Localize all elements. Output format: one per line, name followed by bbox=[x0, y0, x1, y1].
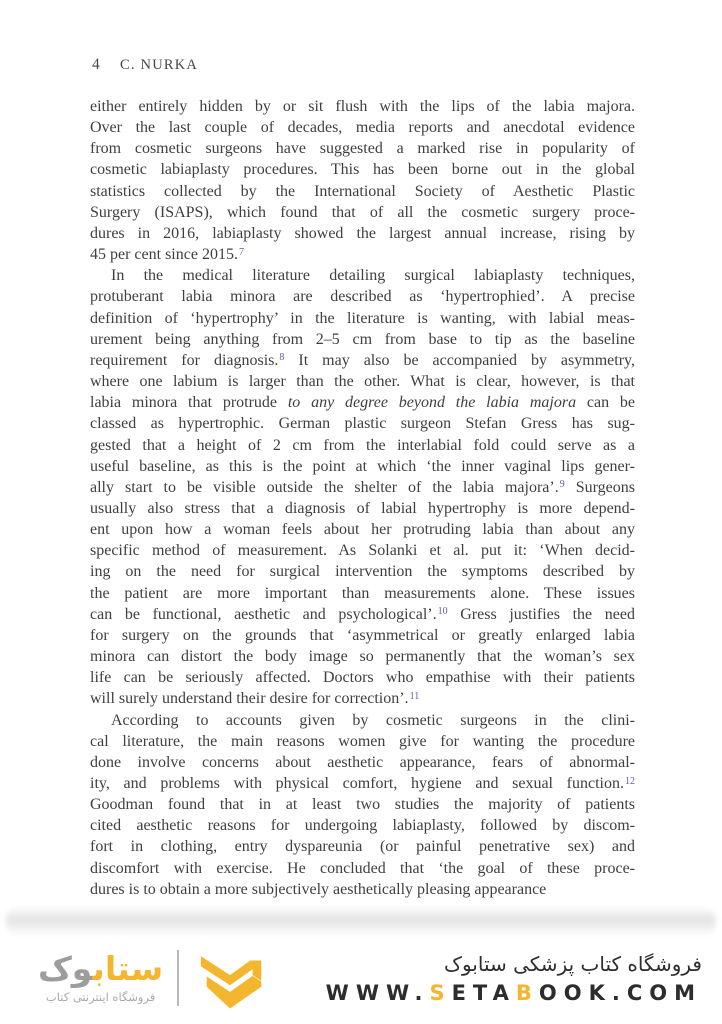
text-line: will surely understand their desire for correction’.$^{11}$ bbox=[90, 690, 420, 708]
text-line: labia minora that protrude to any degree beyond the labia majora can be bbox=[90, 394, 636, 412]
footnote-ref[interactable]: 8 bbox=[279, 352, 285, 364]
text-line: 45 per cent since 2015.$^7$ bbox=[90, 246, 244, 264]
url-segment: OOK.COM bbox=[538, 980, 702, 1005]
logo-divider-bar bbox=[177, 950, 179, 1006]
text-line: done involve concerns about aesthetic appearance, fears of abnormal- bbox=[90, 753, 635, 771]
text-line: According to accounts given by cosmetic surgeons in the clini- bbox=[111, 711, 635, 729]
page-number: 4 bbox=[92, 56, 100, 73]
text-line: Over the last couple of decades, media reports and anecdotal evidence bbox=[90, 119, 635, 137]
url-segment: WWW. bbox=[325, 980, 430, 1005]
text-line: can be functional, aesthetic and psychological’.$^{10}$ Gress justifies the need bbox=[90, 605, 635, 623]
running-head: C. NURKA bbox=[120, 57, 199, 73]
body-text bbox=[90, 96, 635, 900]
website-url[interactable] bbox=[326, 981, 702, 1005]
text-line: specific method of measurement. As Solanki et al. put it: ‘When decid- bbox=[90, 542, 635, 560]
text-line: dures is to obtain a more subjectively aesthetically pleasing appearance bbox=[90, 880, 547, 898]
text-line: the patient are more important than measurements alone. These issues bbox=[90, 584, 635, 602]
text-line: ity, and problems with physical comfort, hygiene and sexual function.$^{12}$ bbox=[90, 775, 635, 792]
text-line: either entirely hidden by or sit flush with the lips of the labia majora. bbox=[90, 98, 635, 115]
footnote-ref[interactable]: 11 bbox=[409, 690, 420, 702]
wordmark-main: ستاب bbox=[92, 949, 164, 989]
paragraph bbox=[90, 96, 635, 265]
wordmark-accent: وک bbox=[38, 949, 93, 989]
footnote-ref[interactable]: 9 bbox=[559, 479, 565, 491]
logo-wordmark bbox=[38, 949, 164, 989]
text-line: where one labium is larger than the other. What is clear, however, is that bbox=[90, 373, 635, 391]
logo-tagline: فروشگاه اینترنتی کتاب bbox=[45, 989, 156, 1004]
text-line: dures in 2016, labiaplasty showed the largest annual increase, rising by bbox=[90, 224, 635, 242]
text-line: ent upon how a woman feels about her protruding labia than about any bbox=[90, 521, 635, 539]
footnote-ref[interactable]: 10 bbox=[437, 606, 448, 618]
footer-banner bbox=[0, 940, 722, 1024]
footnote-ref[interactable]: 12 bbox=[625, 775, 635, 787]
text-line: classed as hypertrophic. German plastic surgeon Stefan Gress has sug- bbox=[90, 415, 635, 433]
text-line: protuberant labia minora are described as ‘hypertrophied’. A precise bbox=[90, 288, 635, 306]
text-line: statistics collected by the International Society of Aesthetic Plastic bbox=[90, 182, 635, 200]
footnote-ref[interactable]: 7 bbox=[238, 246, 244, 258]
text-line: Surgery (ISAPS), which found that of all the cosmetic surgery proce- bbox=[90, 203, 635, 221]
text-line: usually also stress that a diagnosis of labial hypertrophy is more depend- bbox=[90, 499, 635, 517]
footer-shadow-divider bbox=[6, 906, 716, 936]
store-title: فروشگاه کتاب پزشکی ستابوک bbox=[444, 951, 702, 976]
chevron-logo-icon bbox=[193, 946, 267, 1010]
text-line: urement being anything from 2–5 cm from base to tip as the baseline bbox=[90, 330, 635, 348]
page-header bbox=[92, 56, 637, 74]
text-line: for surgery on the grounds that ‘asymmetrical or greatly enlarged labia bbox=[90, 626, 635, 644]
url-segment: ETA bbox=[451, 980, 516, 1005]
text-line: life can be seriously affected. Doctors who empathise with their patients bbox=[90, 669, 635, 687]
setabook-logo[interactable] bbox=[38, 946, 267, 1010]
text-line: cosmetic labiaplasty procedures. This has been borne out in the global bbox=[90, 161, 635, 179]
paragraph bbox=[90, 710, 635, 900]
text-line: ing on the need for surgical intervention the symptoms described by bbox=[90, 563, 635, 581]
text-line: from cosmetic surgeons have suggested a marked rise in popularity of bbox=[90, 140, 635, 158]
text-line: cited aesthetic reasons for undergoing labiaplasty, followed by discom- bbox=[90, 817, 635, 835]
text-line: useful baseline, as this is the point at which ‘the inner vaginal lips gener- bbox=[90, 457, 635, 475]
text-line: cal literature, the main reasons women give for wanting the procedure bbox=[90, 732, 635, 750]
logo-wordmark-block bbox=[38, 949, 164, 1004]
url-segment: B bbox=[515, 980, 539, 1005]
text-line: gested that a height of 2 cm from the interlabial fold could serve as a bbox=[90, 436, 635, 454]
text-line: In the medical literature detailing surgical labiaplasty techniques, bbox=[111, 267, 635, 285]
paragraph bbox=[90, 265, 635, 709]
text-line: definition of ‘hypertrophy’ in the literature is wanting, with labial meas- bbox=[90, 309, 635, 327]
text-line: requirement for diagnosis.$^8$ It may also be accompanied by asymmetry, bbox=[90, 351, 635, 369]
url-segment: S bbox=[429, 980, 452, 1005]
footer-right-block bbox=[326, 952, 706, 1005]
text-line: minora can distort the body image so permanently that the woman’s sex bbox=[90, 648, 635, 666]
text-line: discomfort with exercise. He concluded that ‘the goal of these proce- bbox=[90, 859, 635, 877]
text-line: Goodman found that in at least two studies the majority of patients bbox=[90, 796, 635, 814]
text-line: ally start to be visible outside the shelter of the labia majora’.$^9$ Surgeons bbox=[90, 478, 636, 496]
text-line: fort in clothing, entry dyspareunia (or painful penetrative sex) and bbox=[90, 838, 635, 856]
